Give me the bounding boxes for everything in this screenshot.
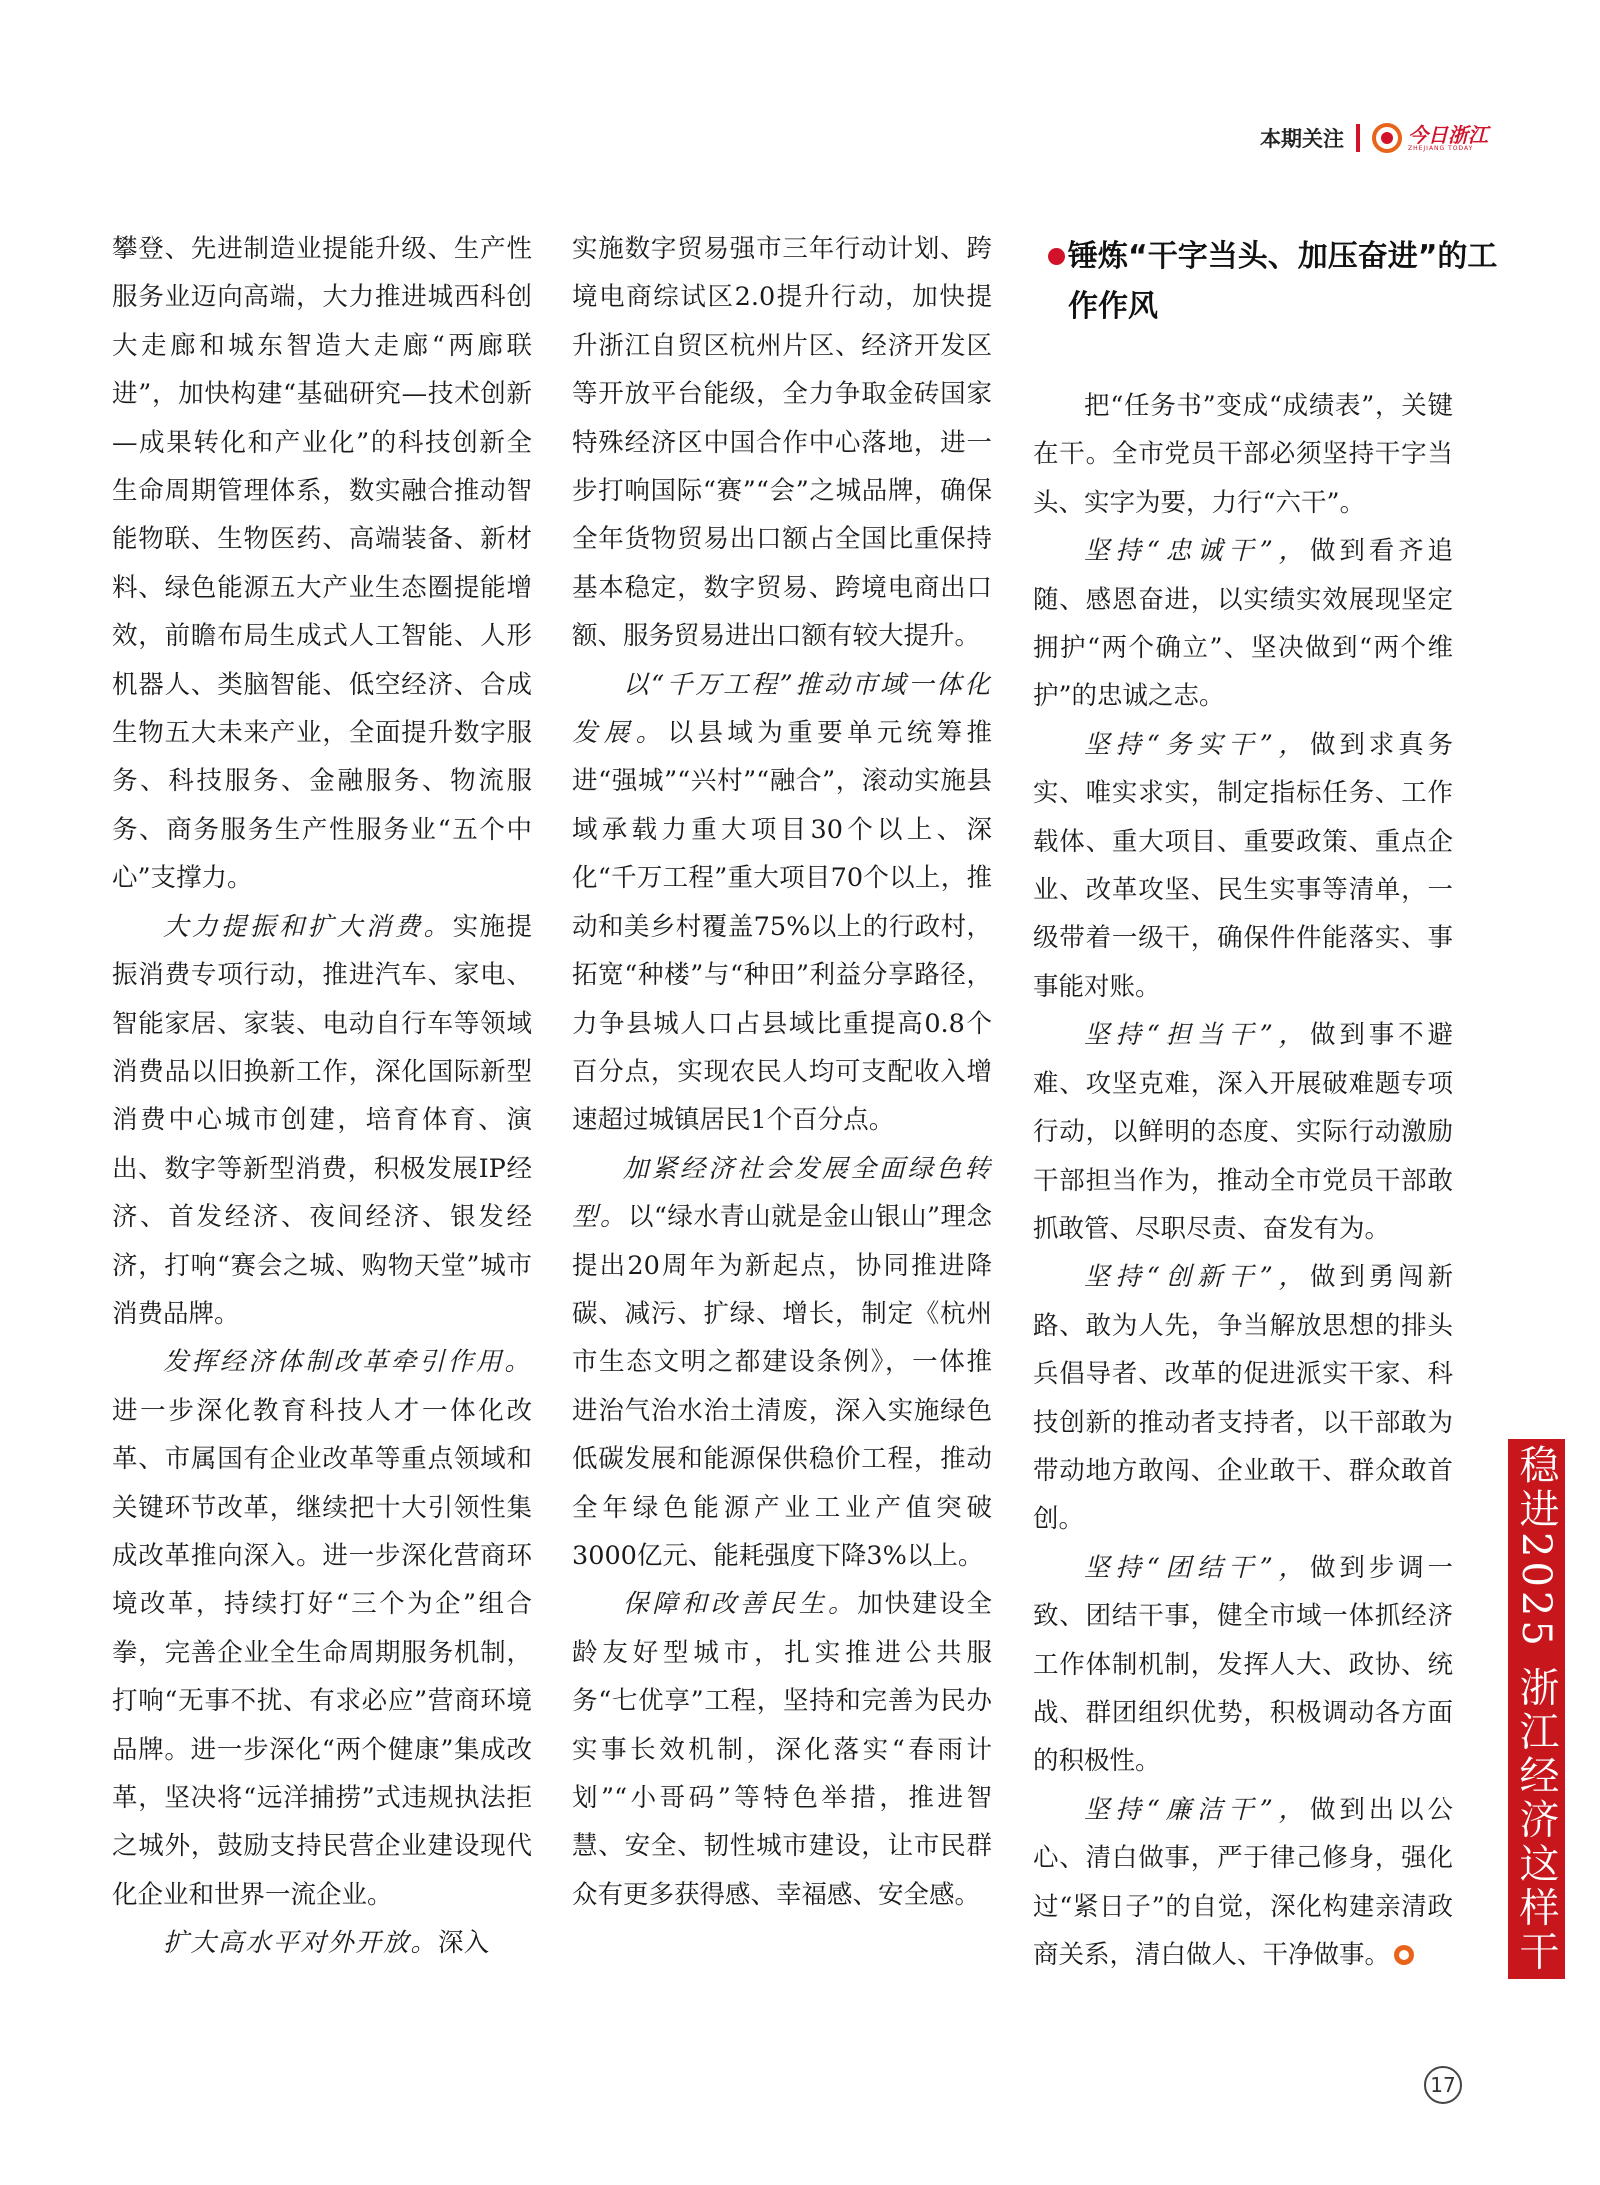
paragraph-lead: 以“千万工程”推动市域一体化发展。 bbox=[572, 669, 992, 749]
paragraph-lead: 扩大高水平对外开放。 bbox=[163, 1928, 439, 1959]
paragraph-lead: 坚持“创新干”， bbox=[1084, 1262, 1311, 1293]
paragraph: 坚持“创新干”，做到勇闯新路、敢为人先，争当解放思想的排头兵倡导者、改革的促进派实干家、科技创新的推动者支持者，以干部敢为带动地方敢闯、企业敢干、群众敢首创。 bbox=[1033, 1262, 1453, 1535]
paragraph-lead: 坚持“忠诚干”， bbox=[1084, 536, 1311, 567]
paragraph: 把“任务书”变成“成绩表”，关键在干。全市党员干部必须坚持干字当头、实字为要，力行“六干”。 bbox=[1033, 391, 1453, 518]
paragraph-lead: 坚持“廉洁干”， bbox=[1084, 1794, 1311, 1825]
paragraph: 实施数字贸易强市三年行动计划、跨境电商综试区2.0提升行动，加快提升浙江自贸区杭州片区、经济开发区等开放平台能级，全力争取金砖国家特殊经济区中国合作中心落地，进一步打响国际“赛”“会”之城品牌，确保全年货物贸易出口额占全国比重保持基本稳定，数字贸易、跨境电商出口额、服务贸易进出口额有较大提升。 bbox=[572, 234, 992, 652]
paragraph: 坚持“廉洁干”，做到出以公心、清白做事，严于律己修身，强化过“紧日子”的自觉，深化构建亲清政商关系，清白做人、干净做事。 bbox=[1033, 1794, 1453, 1970]
side-banner bbox=[1508, 1439, 1565, 1979]
article-column-1 bbox=[112, 225, 532, 1968]
paragraph-lead: 坚持“担当干”， bbox=[1084, 1020, 1311, 1051]
end-mark-icon bbox=[1394, 1945, 1414, 1965]
section-label: 本期关注 bbox=[1260, 127, 1344, 151]
paragraph-lead: 发挥经济体制改革牵引作用。 bbox=[163, 1347, 532, 1378]
logo-subtext: ZHEJIANG TODAY bbox=[1408, 144, 1474, 152]
magazine-logo bbox=[1372, 123, 1488, 153]
article-column-3 bbox=[1033, 382, 1453, 1979]
page-header bbox=[1260, 118, 1488, 158]
paragraph: 保障和改善民生。加快建设全龄友好型城市，扎实推进公共服务“七优享”工程，坚持和完善为民办实事长效机制，深化落实“春雨计划”“小哥码”等特色举措，推进智慧、安全、韧性城市建设，让市民群众有更多获得感、幸福感、安全感。 bbox=[572, 1589, 992, 1910]
paragraph: 发挥经济体制改革牵引作用。进一步深化教育科技人才一体化改革、市属国有企业改革等重点领域和关键环节改革，继续把十大引领性集成改革推向深入。进一步深化营商环境改革，持续打好“三个为企”组合拳，完善企业全生命周期服务机制，打响“无事不扰、有求必应”营商环境品牌。进一步深化“两个健康”集成改革，坚决将“远洋捕捞”式违规执法拒之城外，鼓励支持民营企业建设现代化企业和世界一流企业。 bbox=[112, 1347, 532, 1910]
paragraph-lead: 保障和改善民生。 bbox=[623, 1589, 858, 1620]
paragraph: 加紧经济社会发展全面绿色转型。以“绿水青山就是金山银山”理念提出20周年为新起点，协同推进降碳、减污、扩绿、增长，制定《杭州市生态文明之都建设条例》，一体推进治气治水治土清废，深入实施绿色低碳发展和能源保供稳价工程，推动全年绿色能源产业工业产值突破3000亿元、能耗强度下降3%以上。 bbox=[572, 1153, 992, 1571]
section-heading: 锤炼“干字当头、加压奋进”的工作作风 bbox=[1068, 232, 1498, 332]
paragraph-lead: 坚持“务实干”， bbox=[1084, 729, 1311, 760]
logo-swirl-icon bbox=[1372, 123, 1402, 153]
paragraph-lead: 加紧经济社会发展全面绿色转型。 bbox=[572, 1153, 992, 1233]
paragraph: 坚持“团结干”，做到步调一致、团结干事，健全市域一体抓经济工作体制机制，发挥人大、政协、统战、群团组织优势，积极调动各方面的积极性。 bbox=[1033, 1552, 1453, 1777]
paragraph: 大力提振和扩大消费。实施提振消费专项行动，推进汽车、家电、智能家居、家装、电动自行车等领域消费品以旧换新工作，深化国际新型消费中心城市创建，培育体育、演出、数字等新型消费，积极发展IP经济、首发经济、夜间经济、银发经济，打响“赛会之城、购物天堂”城市消费品牌。 bbox=[112, 911, 532, 1329]
paragraph-lead: 坚持“团结干”， bbox=[1084, 1552, 1311, 1583]
paragraph: 坚持“忠诚干”，做到看齐追随、感恩奋进，以实绩实效展现坚定拥护“两个确立”、坚决做到“两个维护”的忠诚之志。 bbox=[1033, 536, 1453, 712]
paragraph: 坚持“务实干”，做到求真务实、唯实求实，制定指标任务、工作载体、重大项目、重要政策、重点企业、改革攻坚、民生实事等清单，一级带着一级干，确保件件能落实、事事能对账。 bbox=[1033, 729, 1453, 1002]
logo-text: 今日浙江 bbox=[1408, 122, 1488, 147]
paragraph: 扩大高水平对外开放。深入 bbox=[163, 1928, 490, 1959]
paragraph: 以“千万工程”推动市域一体化发展。以县域为重要单元统筹推进“强城”“兴村”“融合”，滚动实施县域承载力重大项目30个以上、深化“千万工程”重大项目70个以上，推动和美乡村覆盖75%以上的行政村，拓宽“种楼”与“种田”利益分享路径，力争县城人口占县域比重提高0.8个百分点，实现农民人均可支配收入增速超过城镇居民1个百分点。 bbox=[572, 669, 992, 1136]
header-divider bbox=[1356, 124, 1360, 152]
paragraph: 坚持“担当干”，做到事不避难、攻坚克难，深入开展破难题专项行动，以鲜明的态度、实际行动激励干部担当作为，推动全市党员干部敢抓敢管、尽职尽责、奋发有为。 bbox=[1033, 1020, 1453, 1244]
paragraph: 攀登、先进制造业提能升级、生产性服务业迈向高端，大力推进城西科创大走廊和城东智造大走廊“两廊联进”，加快构建“基础研究—技术创新—成果转化和产业化”的科技创新全生命周期管理体系，数实融合推动智能物联、生物医药、高端装备、新材料、绿色能源五大产业生态圈提能增效，前瞻布局生成式人工智能、人形机器人、类脑智能、低空经济、合成生物五大未来产业，全面提升数字服务、科技服务、金融服务、物流服务、商务服务生产性服务业“五个中心”支撑力。 bbox=[112, 234, 532, 894]
side-banner-text: 稳进2025 浙江经济这样干 bbox=[1513, 1443, 1559, 1975]
paragraph-lead: 大力提振和扩大消费。 bbox=[163, 911, 453, 942]
bullet-dot-icon bbox=[1048, 248, 1065, 265]
page-number: 17 bbox=[1424, 2066, 1462, 2104]
article-column-2 bbox=[572, 225, 992, 1919]
